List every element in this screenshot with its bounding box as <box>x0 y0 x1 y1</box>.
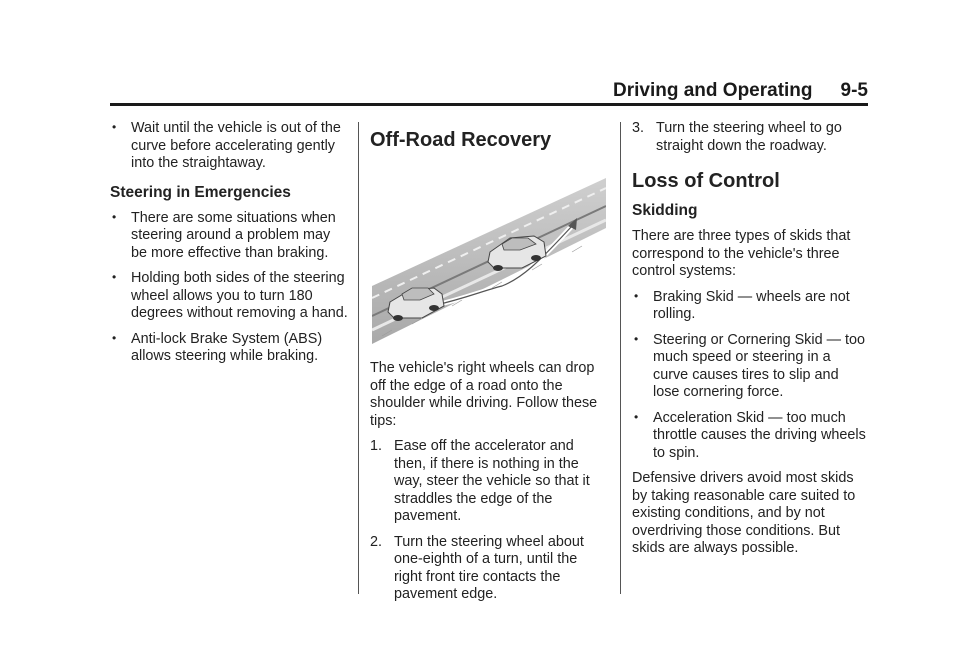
list-item: • Acceleration Skid — too much throttle causes the driving wheels to spin. <box>634 409 866 461</box>
heading-skidding: Skidding <box>632 202 698 219</box>
list-item: 3. Turn the steering wheel to go straight down the roadway. <box>632 120 842 154</box>
section-title: Driving and Operating <box>613 80 813 101</box>
list-item: 2. Turn the steering wheel about one-eighth of a turn, until the right front tire contacts the pavement edge. <box>370 533 584 602</box>
heading-off-road-recovery: Off-Road Recovery <box>370 129 552 151</box>
column-divider-2 <box>620 122 621 594</box>
list-item: 1. Ease off the accelerator and then, if there is nothing in the way, steer the vehicle so that it straddles the edge of the pavement. <box>370 438 590 524</box>
column-3 <box>632 120 868 566</box>
header-rule <box>110 103 868 106</box>
bullet-icon: • <box>112 270 117 284</box>
column-divider-1 <box>358 122 359 594</box>
page-number: 9-5 <box>840 80 868 101</box>
list-item: • Anti-lock Brake System (ABS) allows steering while braking. <box>112 330 323 364</box>
bullet-icon: • <box>112 330 117 345</box>
closing-paragraph: Defensive drivers avoid most skids by taking reasonable care suited to existing conditions, and by not overdriving those conditions. But skids are always possible. <box>632 470 856 556</box>
column-2 <box>370 120 608 612</box>
bullet-icon: • <box>634 409 639 424</box>
skid-intro: There are three types of skids that correspond to the vehicle's three control systems: <box>632 228 851 279</box>
bullet-icon: • <box>112 209 117 224</box>
bullet-icon: • <box>112 120 117 134</box>
bullet-icon: • <box>634 288 639 303</box>
list-item: • Braking Skid — wheels are not rolling. <box>634 288 850 322</box>
list-item: • Wait until the vehicle is out of the curve before accelerating gently into the straightaway. <box>112 120 341 171</box>
list-item: • There are some situations when steering around a problem may be more effective than braking. <box>112 209 336 261</box>
heading-loss-of-control: Loss of Control <box>632 170 780 192</box>
column-1 <box>110 120 350 374</box>
list-item: • Steering or Cornering Skid — too much speed or steering in a curve causes tires to slip and lose cornering force. <box>634 331 865 400</box>
off-road-recovery-illustration <box>372 166 606 344</box>
intro-paragraph: The vehicle's right wheels can drop off the edge of a road onto the shoulder while driving. Follow these tips: <box>370 360 598 429</box>
list-item: • Holding both sides of the steering wheel allows you to turn 180 degrees without removing a hand. <box>112 270 348 321</box>
bullet-icon: • <box>634 331 639 346</box>
heading-steering-emergencies: Steering in Emergencies <box>110 183 291 201</box>
